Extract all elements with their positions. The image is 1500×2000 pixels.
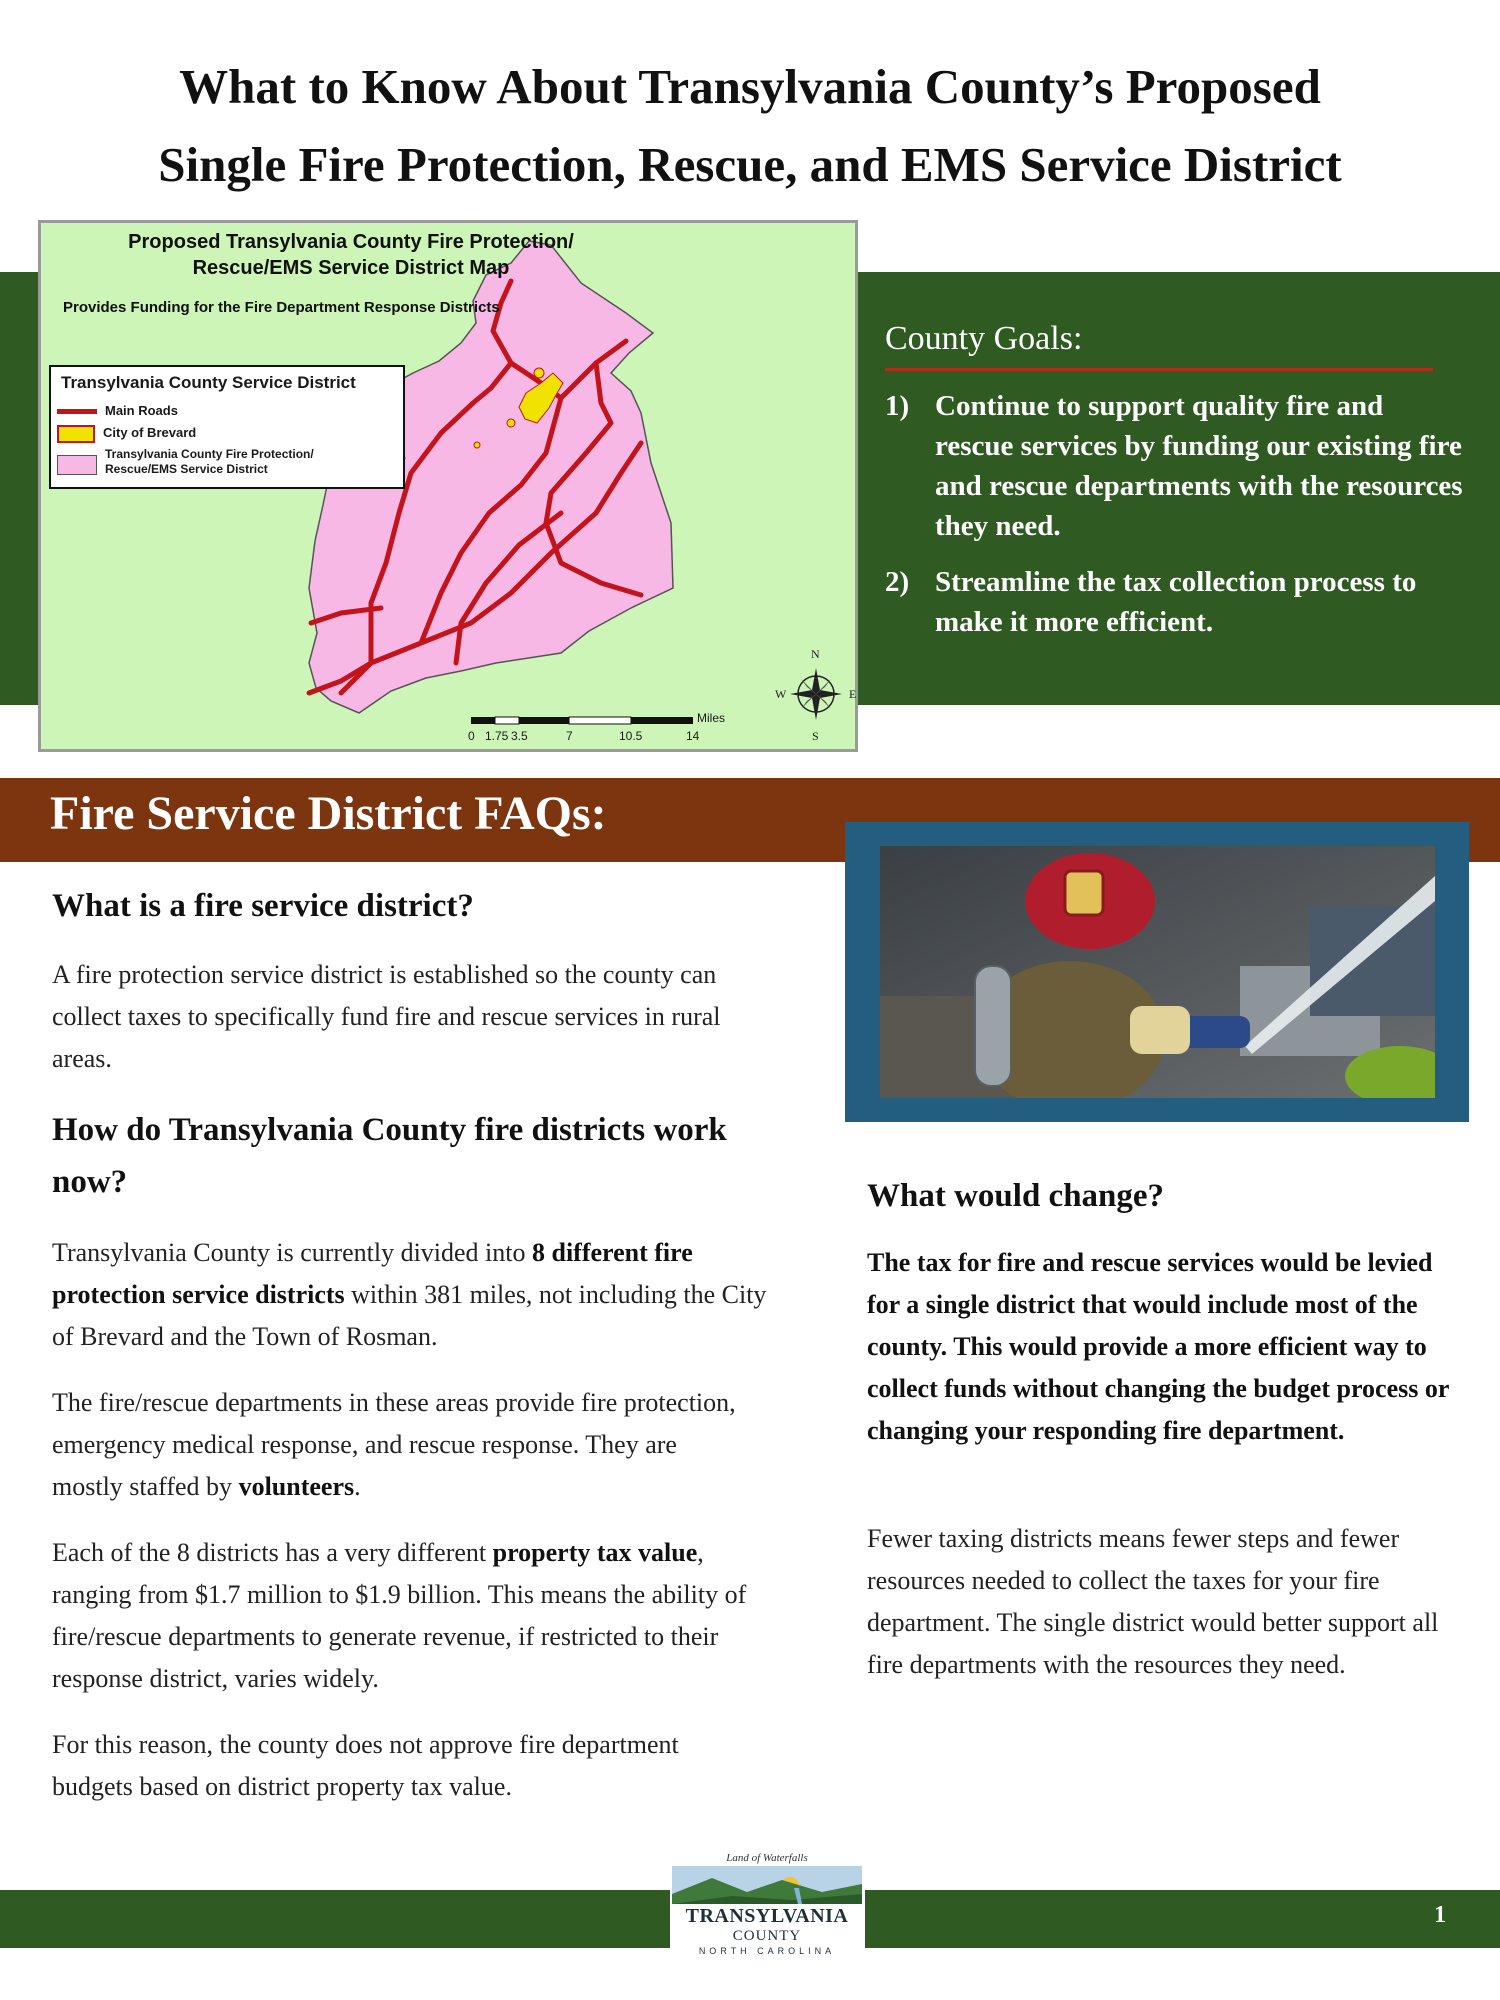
- goal-number: 1): [885, 390, 910, 422]
- map-title-line-2: Rescue/EMS Service District Map: [192, 257, 510, 279]
- faq-answer-2-para-4: For this reason, the county does not approve fire department budgets based on district property tax value.: [52, 1730, 679, 1801]
- text-run: within 381 miles, not including the City of Brevard and the Town of Rosman.: [52, 1280, 767, 1351]
- legend-district-label: [105, 447, 314, 477]
- map-title-line-1: Proposed Transylvania County Fire Protection/: [128, 231, 574, 253]
- map-legend: [49, 365, 405, 489]
- legend-city-label: City of Brevard: [103, 425, 197, 440]
- logo-state: NORTH CAROLINA: [698, 1946, 836, 1956]
- text-run: , ranging from $1.7 million to $1.9 billion. This means the ability of fire/rescue departments to generate revenue, if restricted to their response district, varies widely.: [52, 1538, 747, 1693]
- faq-answer-2-para-3: [52, 1532, 772, 1700]
- goal-text: Continue to support quality fire and rescue services by funding our existing fire and rescue departments with the resources they need.: [935, 390, 1463, 542]
- page-title: [0, 48, 1500, 204]
- legend-title: Transylvania County Service District: [61, 373, 356, 392]
- goals-divider: [885, 368, 1433, 371]
- legend-item-roads: [57, 403, 178, 418]
- scale-tick: 0: [468, 729, 475, 743]
- faq-question-3-heading: What would change?: [867, 1178, 1165, 1214]
- goal-item: [885, 562, 1465, 642]
- city-swatch: [57, 425, 95, 443]
- legend-item-city: [57, 425, 196, 443]
- goal-item: [885, 386, 1465, 546]
- faq-answer-3-bold: The tax for fire and rescue services would be levied for a single district that would include most of the county. This would provide a more efficient way to collect funds without changing the budget process or changing your responding fire department.: [867, 1248, 1449, 1445]
- compass-e: E: [849, 687, 857, 701]
- district-swatch: [57, 455, 97, 475]
- bold-text-run: property tax value: [492, 1538, 698, 1567]
- map-subtitle: Provides Funding for the Fire Department Response Districts: [63, 299, 500, 316]
- scale-tick: 7: [566, 729, 573, 743]
- text-run: The fire/rescue departments in these areas provide fire protection, emergency medical response, and rescue response. They are mostly staffed by: [52, 1388, 736, 1501]
- map-title: [41, 229, 661, 281]
- faq-answer-2-para-1: [52, 1232, 772, 1358]
- logo-county: COUNTY: [732, 1928, 802, 1944]
- faq-answer-3: Fewer taxing districts means fewer steps and fewer resources needed to collect the taxes for your fire department. The single district would better support all fire departments with the resources they need.: [867, 1524, 1439, 1679]
- goals-heading: County Goals:: [885, 320, 1083, 357]
- compass-s: S: [812, 729, 819, 743]
- text-run: Each of the 8 districts has a very different: [52, 1538, 493, 1567]
- county-logo: [672, 1850, 862, 1960]
- faq-answer-2-para-2: [52, 1382, 752, 1508]
- page-title-line-2: Single Fire Protection, Rescue, and EMS Service District: [158, 137, 1342, 192]
- footer-band-right: [865, 1890, 1500, 1948]
- legend-item-district: [57, 447, 314, 477]
- footer-band-left: [0, 1890, 670, 1948]
- scale-bar: [468, 711, 741, 743]
- scale-tick: 3.5: [511, 729, 528, 743]
- page-number: 1: [1434, 1902, 1446, 1928]
- district-map: [38, 220, 858, 752]
- scale-tick: 10.5: [619, 729, 643, 743]
- logo-name: TRANSYLVANIA: [685, 1905, 849, 1927]
- scale-tick: 1.75: [485, 729, 509, 743]
- faq-question-1-heading: What is a fire service district?: [52, 888, 474, 924]
- faq-heading: Fire Service District FAQs:: [50, 787, 607, 840]
- compass-n: N: [811, 647, 820, 661]
- scale-unit: Miles: [697, 711, 726, 725]
- compass-w: W: [775, 687, 787, 701]
- faq-question-2-heading: How do Transylvania County fire districts work now?: [52, 1112, 727, 1200]
- text-run: .: [354, 1472, 361, 1501]
- roads-swatch: [57, 409, 97, 414]
- mountain-logo-icon: [672, 1866, 862, 1904]
- goal-text: Streamline the tax collection process to make it more efficient.: [935, 566, 1417, 638]
- scale-tick: 14: [686, 729, 700, 743]
- goal-number: 2): [885, 566, 910, 598]
- compass-icon: [781, 653, 851, 733]
- page-title-line-1: What to Know About Transylvania County’s Proposed: [179, 59, 1321, 114]
- legend-district-line-1: Transylvania County Fire Protection/: [105, 447, 314, 461]
- firefighter-photo: [880, 846, 1435, 1098]
- text-run: Transylvania County is currently divided into: [52, 1238, 532, 1267]
- compass-rose: [775, 647, 857, 743]
- firefighter-image: [880, 846, 1435, 1098]
- bold-text-run: volunteers: [238, 1472, 355, 1501]
- logo-tagline: Land of Waterfalls: [726, 1852, 808, 1864]
- bold-text-run: 8 different fire protection service districts: [52, 1238, 693, 1309]
- legend-roads-label: Main Roads: [105, 403, 178, 418]
- legend-district-line-2: Rescue/EMS Service District: [105, 462, 268, 476]
- faq-answer-1: A fire protection service district is established so the county can collect taxes to specifically fund fire and rescue services in rural areas.: [52, 960, 721, 1073]
